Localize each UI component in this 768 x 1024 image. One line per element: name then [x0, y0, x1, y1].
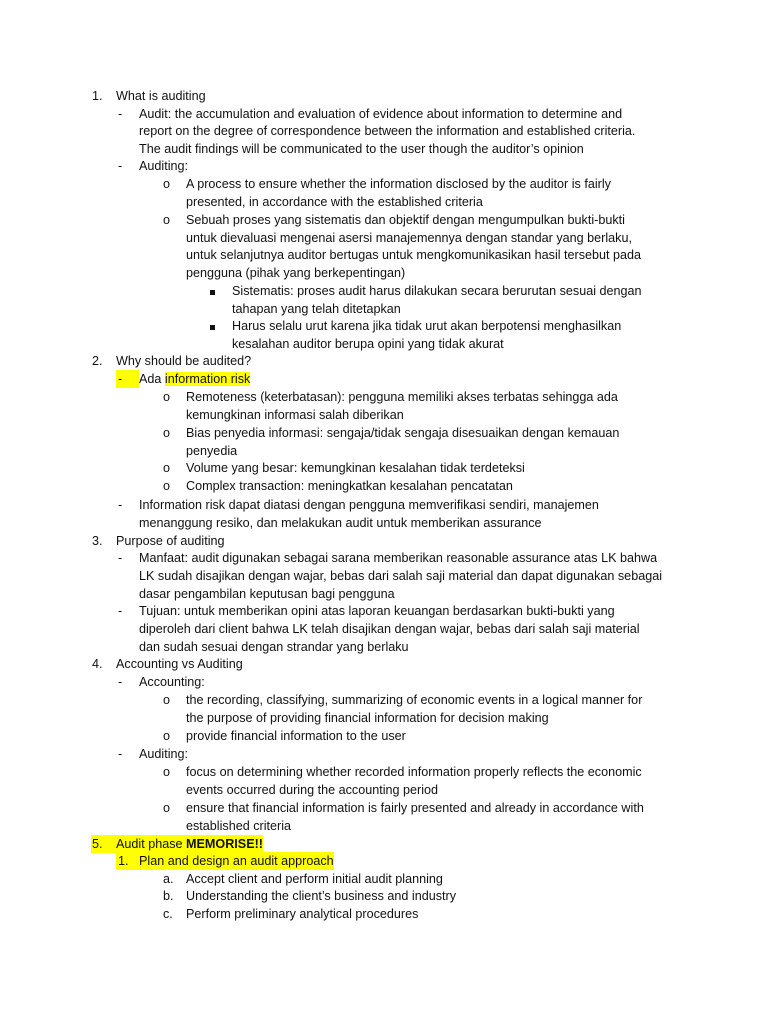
section-title: Audit phase — [116, 837, 187, 851]
text-line: tahapan yang telah ditetapkan — [232, 302, 401, 316]
dash-bullet: - — [118, 675, 123, 689]
text-line: Understanding the client’s business and industry — [186, 889, 456, 903]
text-line: presented, in accordance with the established criteria — [186, 195, 483, 209]
text-line: Complex transaction: meningkatkan kesalahan pencatatan — [186, 479, 513, 493]
dash-bullet: - — [116, 370, 139, 388]
text-line: menanggung resiko, dan melakukan audit untuk memberikan assurance — [139, 516, 542, 530]
dash-bullet: - — [118, 159, 123, 173]
text-line: events occurred during the accounting period — [186, 783, 439, 797]
text-line: Auditing: — [139, 159, 189, 173]
text-line: untuk dievaluasi mengenai asersi manajemennya dengan standar yang berlaku, — [186, 231, 632, 245]
text-line: Bias penyedia informasi: sengaja/tidak sengaja disesuaikan dengan kemauan — [186, 426, 620, 440]
text-line: Harus selalu urut karena jika tidak urut akan berpotensi menghasilkan — [232, 319, 622, 333]
section-number: 2. — [92, 354, 103, 368]
text-line: The audit findings will be communicated to the user though the auditor’s opinion — [139, 142, 584, 156]
text-line: established criteria — [186, 819, 291, 833]
dash-bullet: - — [118, 604, 123, 618]
text-line: A process to ensure whether the information disclosed by the auditor is fairly — [186, 177, 611, 191]
text-line: LK sudah disajikan dengan wajar, bebas dari salah saji material dan dapat digunakan sebagai — [139, 569, 663, 583]
circle-bullet: o — [163, 765, 171, 779]
text-line: Accept client and perform initial audit planning — [186, 872, 443, 886]
text-line: dasar pengambilan keputusan bagi pengguna — [139, 587, 395, 601]
text-line: Sistematis: proses audit harus dilakukan secara berurutan sesuai dengan — [232, 284, 642, 298]
circle-bullet: o — [163, 177, 171, 191]
text-line: pengguna (pihak yang berkepentingan) — [186, 266, 406, 280]
circle-bullet: o — [163, 693, 171, 707]
section-title: Accounting vs Auditing — [116, 657, 243, 671]
text-line: Perform preliminary analytical procedures — [186, 907, 419, 921]
text-line: Manfaat: audit digunakan sebagai sarana memberikan reasonable assurance atas LK bahwa — [139, 551, 658, 565]
memorise-emphasis: MEMORISE!! — [186, 837, 263, 851]
section-number: 3. — [92, 534, 103, 548]
dash-bullet: - — [118, 747, 123, 761]
text-line: Tujuan: untuk memberikan opini atas laporan keuangan berdasarkan bukti-bukti yang — [139, 604, 615, 618]
text-line: ensure that financial information is fairly presented and already in accordance with — [186, 801, 644, 815]
section-title: Purpose of auditing — [116, 534, 225, 548]
square-bullet-icon — [210, 282, 215, 300]
circle-bullet: o — [163, 426, 171, 440]
circle-bullet: o — [163, 729, 171, 743]
section-title: What is auditing — [116, 89, 206, 103]
step-letter: c. — [163, 907, 173, 921]
phase-title: Plan and design an audit approach — [139, 854, 334, 868]
square-bullet-icon — [210, 317, 215, 335]
circle-bullet: o — [163, 461, 171, 475]
text-line: Volume yang besar: kemungkinan kesalahan tidak terdeteksi — [186, 461, 525, 475]
text-line: dan sudah sesuai dengan strandar yang berlaku — [139, 640, 409, 654]
text-line: Accounting: — [139, 675, 205, 689]
text-line: focus on determining whether recorded information properly reflects the economic — [186, 765, 642, 779]
circle-bullet: o — [163, 390, 171, 404]
text-line: kesalahan auditor berupa opini yang tidak akurat — [232, 337, 504, 351]
text-line: Remoteness (keterbatasan): pengguna memiliki akses terbatas sehingga ada — [186, 390, 618, 404]
circle-bullet: o — [163, 479, 171, 493]
dash-bullet: - — [118, 107, 123, 121]
section-number: 5. — [91, 835, 116, 853]
step-letter: a. — [163, 872, 174, 886]
text-line: untuk selanjutnya auditor bertugas untuk mengkomunikasikan hasil tersebut pada — [186, 248, 642, 262]
text-line: Ada — [139, 372, 165, 386]
text-line: penyedia — [186, 444, 238, 458]
text-line: Information risk dapat diatasi dengan pengguna memverifikasi sendiri, manajemen — [139, 498, 599, 512]
section-title: Why should be audited? — [116, 354, 252, 368]
text-line: the recording, classifying, summarizing of economic events in a logical manner for — [186, 693, 643, 707]
text-line: Sebuah proses yang sistematis dan objektif dengan mengumpulkan bukti-bukti — [186, 213, 625, 227]
text-line: Auditing: — [139, 747, 189, 761]
dash-bullet: - — [118, 498, 123, 512]
dash-bullet: - — [118, 551, 123, 565]
text-line: the purpose of providing financial information for decision making — [186, 711, 549, 725]
highlighted-text: information risk — [164, 372, 251, 386]
text-line: provide financial information to the user — [186, 729, 406, 743]
step-letter: b. — [163, 889, 174, 903]
text-line: Audit: the accumulation and evaluation of evidence about information to determine and — [139, 107, 623, 121]
circle-bullet: o — [163, 213, 171, 227]
section-number: 4. — [92, 657, 103, 671]
text-line: diperoleh dari client bahwa LK telah disajikan dengan wajar, bebas dari salah saji material — [139, 622, 640, 636]
phase-number: 1. — [116, 852, 139, 870]
circle-bullet: o — [163, 801, 171, 815]
text-line: kemungkinan informasi salah diberikan — [186, 408, 404, 422]
section-number: 1. — [92, 89, 103, 103]
text-line: report on the degree of correspondence between the information and established criteria. — [139, 124, 636, 138]
